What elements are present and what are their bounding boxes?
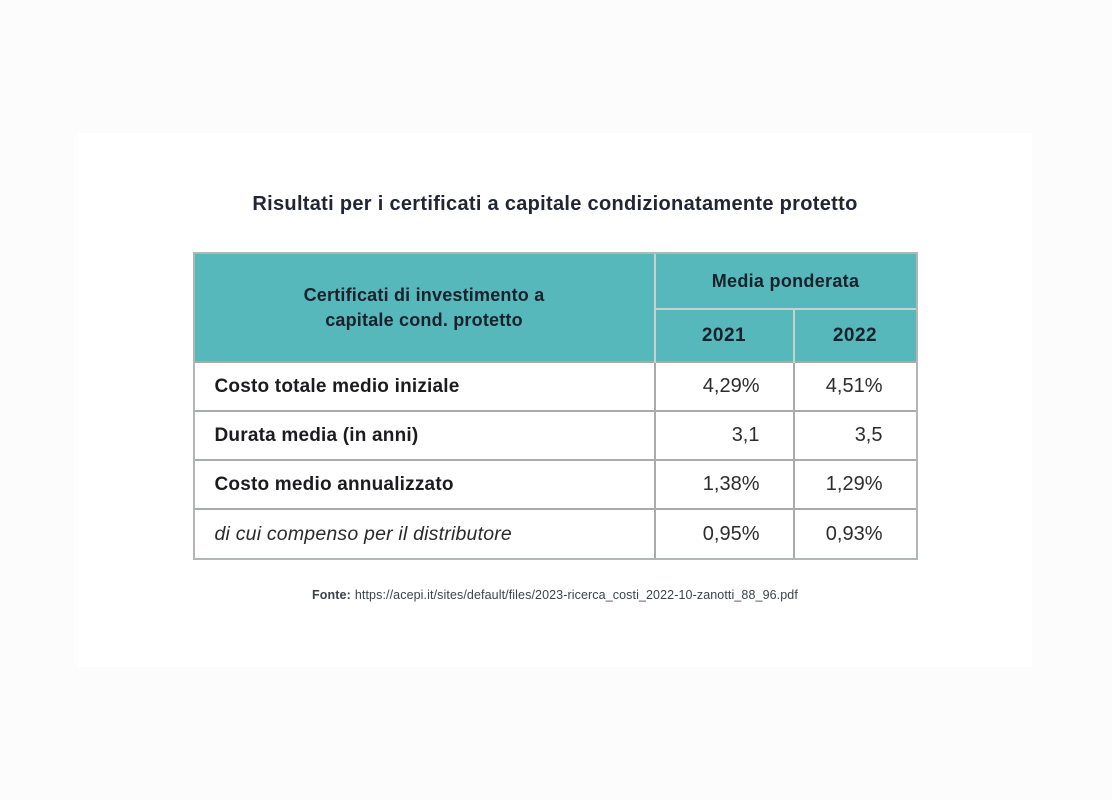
table-row (195, 509, 916, 558)
row-label: Durata media (in anni) (195, 411, 655, 460)
row-label: Costo totale medio iniziale (195, 362, 655, 411)
value-2021: 1,38% (655, 460, 794, 509)
header-certificates-line2: capitale cond. protetto (325, 309, 523, 330)
header-cell-year-2021: 2021 (655, 309, 794, 362)
value-2022: 0,93% (794, 509, 916, 558)
value-2021: 3,1 (655, 411, 794, 460)
value-2022: 3,5 (794, 411, 916, 460)
table-row (195, 460, 916, 509)
page-title: Risultati per i certificati a capitale condizionatamente protetto (252, 193, 858, 215)
value-2022: 4,51% (794, 362, 916, 411)
value-2021: 4,29% (655, 362, 794, 411)
content-card (78, 133, 1032, 667)
row-label: Costo medio annualizzato (195, 460, 655, 509)
source-note (78, 588, 1032, 602)
row-label: di cui compenso per il distributore (195, 509, 655, 558)
header-cell-year-2022: 2022 (794, 309, 916, 362)
table-row (195, 411, 916, 460)
header-cell-certificates (195, 254, 655, 362)
value-2022: 1,29% (794, 460, 916, 509)
table-row (195, 362, 916, 411)
results-table-wrapper (193, 252, 918, 560)
header-cell-media-ponderata: Media ponderata (655, 254, 916, 309)
source-label: Fonte: (312, 588, 351, 602)
results-table (195, 254, 916, 558)
source-url: https://acepi.it/sites/default/files/2023-ricerca_costi_2022-10-zanotti_88_96.pdf (354, 588, 798, 602)
header-certificates-line1: Certificati di investimento a (303, 285, 545, 306)
value-2021: 0,95% (655, 509, 794, 558)
